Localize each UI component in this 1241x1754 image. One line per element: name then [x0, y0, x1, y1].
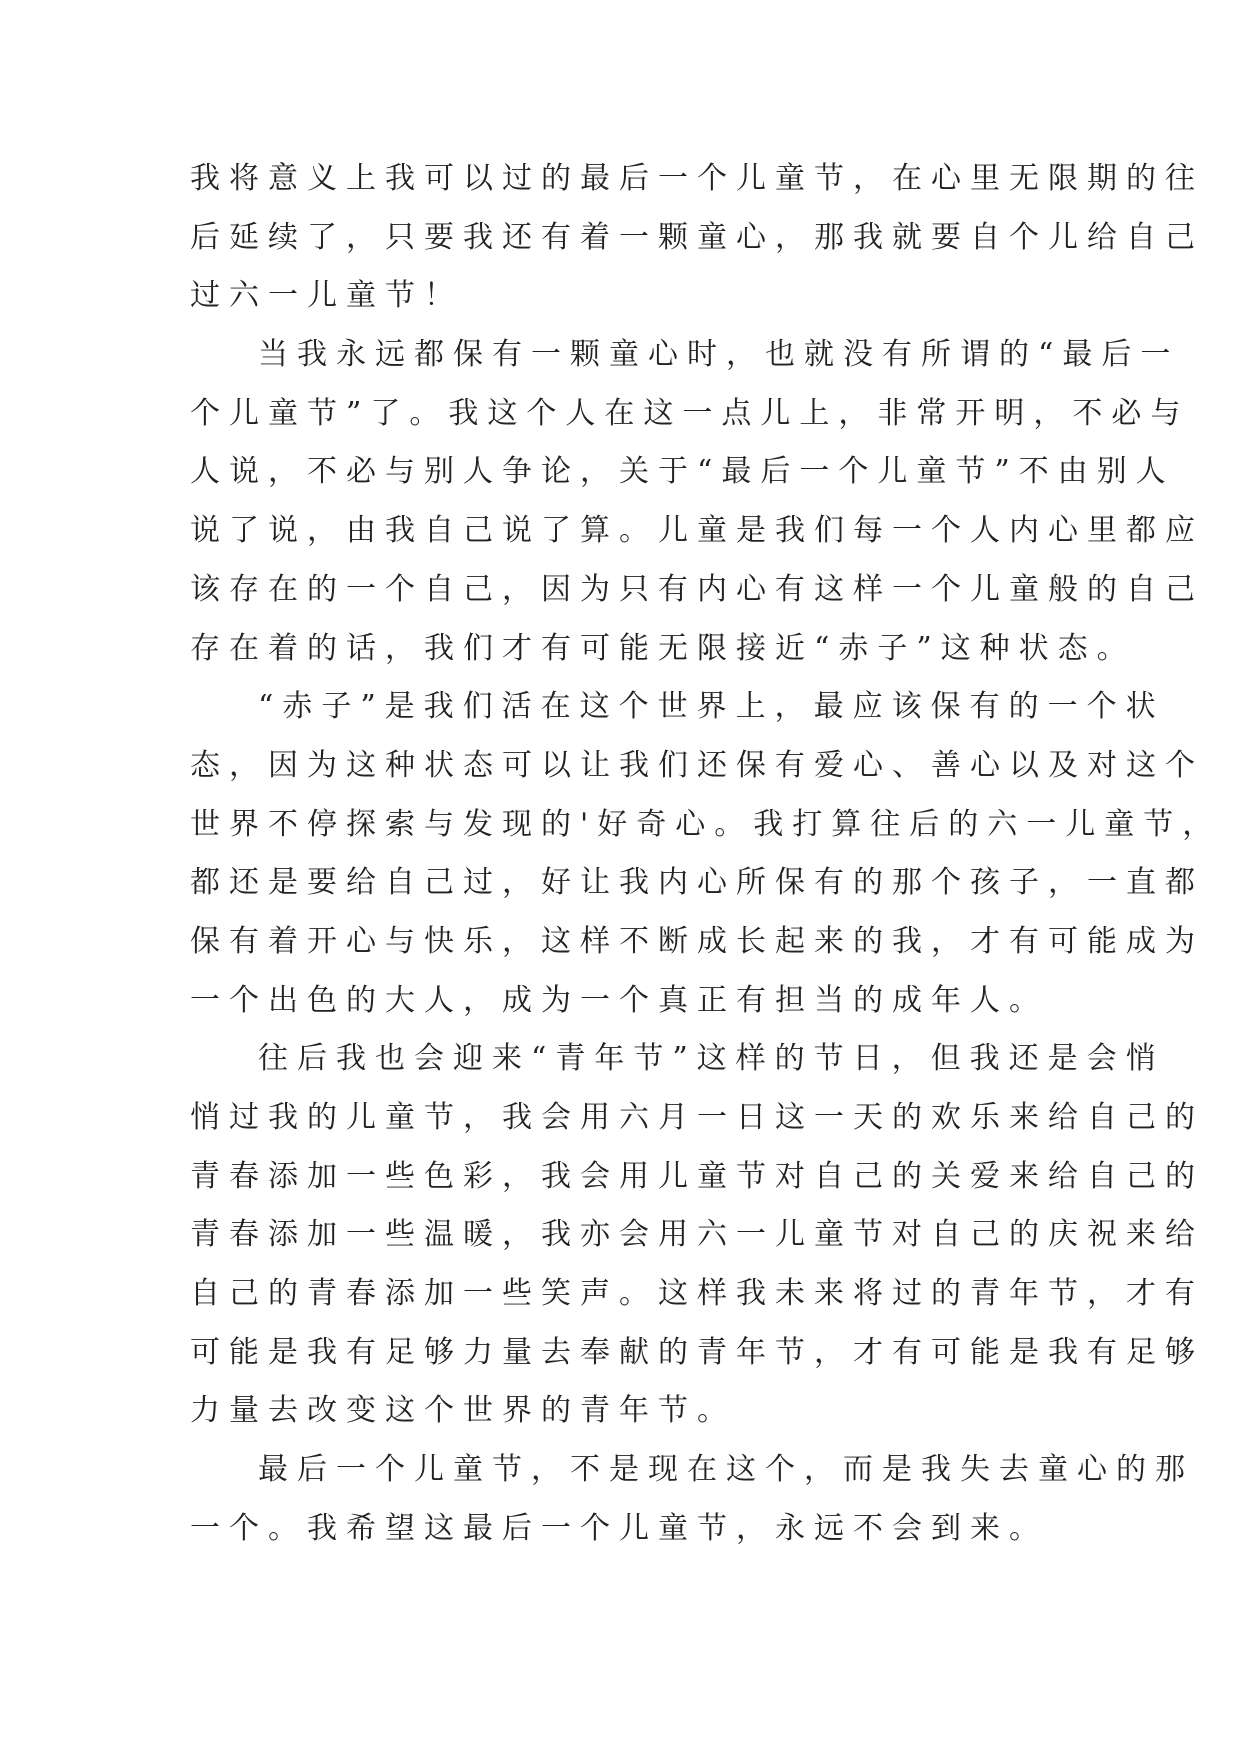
paragraph-5 [190, 1441, 1194, 1558]
text-line: 都还是要给自己过，好让我内心所保有的那个孩子，一直都 [190, 865, 1204, 901]
text-line: 世界不停探索与发现的'好奇心。我打算往后的六一儿童节， [190, 806, 1222, 842]
text-line: 可能是我有足够力量去奉献的青年节，才有可能是我有足够 [190, 1334, 1204, 1370]
text-line: 力量去改变这个世界的青年节。 [190, 1393, 736, 1429]
text-line: 个儿童节”了。我这个人在这一点儿上，非常开明，不必与 [190, 395, 1190, 431]
text-line: 态，因为这种状态可以让我们还保有爱心、善心以及对这个 [190, 747, 1204, 783]
document-page [190, 150, 1222, 1559]
text-line: “赤子”是我们活在这个世界上，最应该保有的一个状 [258, 689, 1165, 725]
text-line: 青春添加一些温暖，我亦会用六一儿童节对自己的庆祝来给 [190, 1217, 1204, 1253]
text-line: 悄过我的儿童节，我会用六月一日这一天的欢乐来给自己的 [190, 1100, 1204, 1135]
text-line: 自己的青春添加一些笑声。这样我未来将过的青年节，才有 [190, 1276, 1204, 1312]
text-line: 保有着开心与快乐，这样不断成长起来的我，才有可能成为 [190, 923, 1204, 959]
text-line: 往后我也会迎来“青年节”这样的节日，但我还是会悄 [258, 1041, 1165, 1077]
text-line: 一个。我希望这最后一个儿童节，永远不会到来。 [190, 1510, 1048, 1546]
paragraph-4 [190, 1030, 1204, 1441]
paragraph-1 [190, 150, 1204, 326]
text-line: 我将意义上我可以过的最后一个儿童节，在心里无限期的往 [190, 161, 1204, 196]
text-line: 一个出色的大人，成为一个真正有担当的成年人。 [190, 982, 1048, 1018]
text-line: 当我永远都保有一颗童心时，也就没有所谓的“最后一 [258, 337, 1180, 373]
text-line: 说了说，由我自己说了算。儿童是我们每一个人内心里都应 [190, 513, 1204, 549]
text-line: 存在着的话，我们才有可能无限接近“赤子”这种状态。 [190, 630, 1136, 666]
paragraph-2 [190, 326, 1204, 678]
text-line: 最后一个儿童节，不是现在这个，而是我失去童心的那 [258, 1452, 1194, 1488]
text-line: 后延续了，只要我还有着一颗童心，那我就要自个儿给自己 [190, 219, 1204, 255]
text-line: 过六一儿童节！ [190, 278, 463, 314]
text-line: 该存在的一个自己，因为只有内心有这样一个儿童般的自己 [190, 571, 1204, 607]
paragraph-3 [190, 678, 1222, 1030]
text-line: 青春添加一些色彩，我会用儿童节对自己的关爱来给自己的 [190, 1158, 1204, 1194]
text-line: 人说，不必与别人争论，关于“最后一个儿童节”不由别人 [190, 454, 1175, 490]
